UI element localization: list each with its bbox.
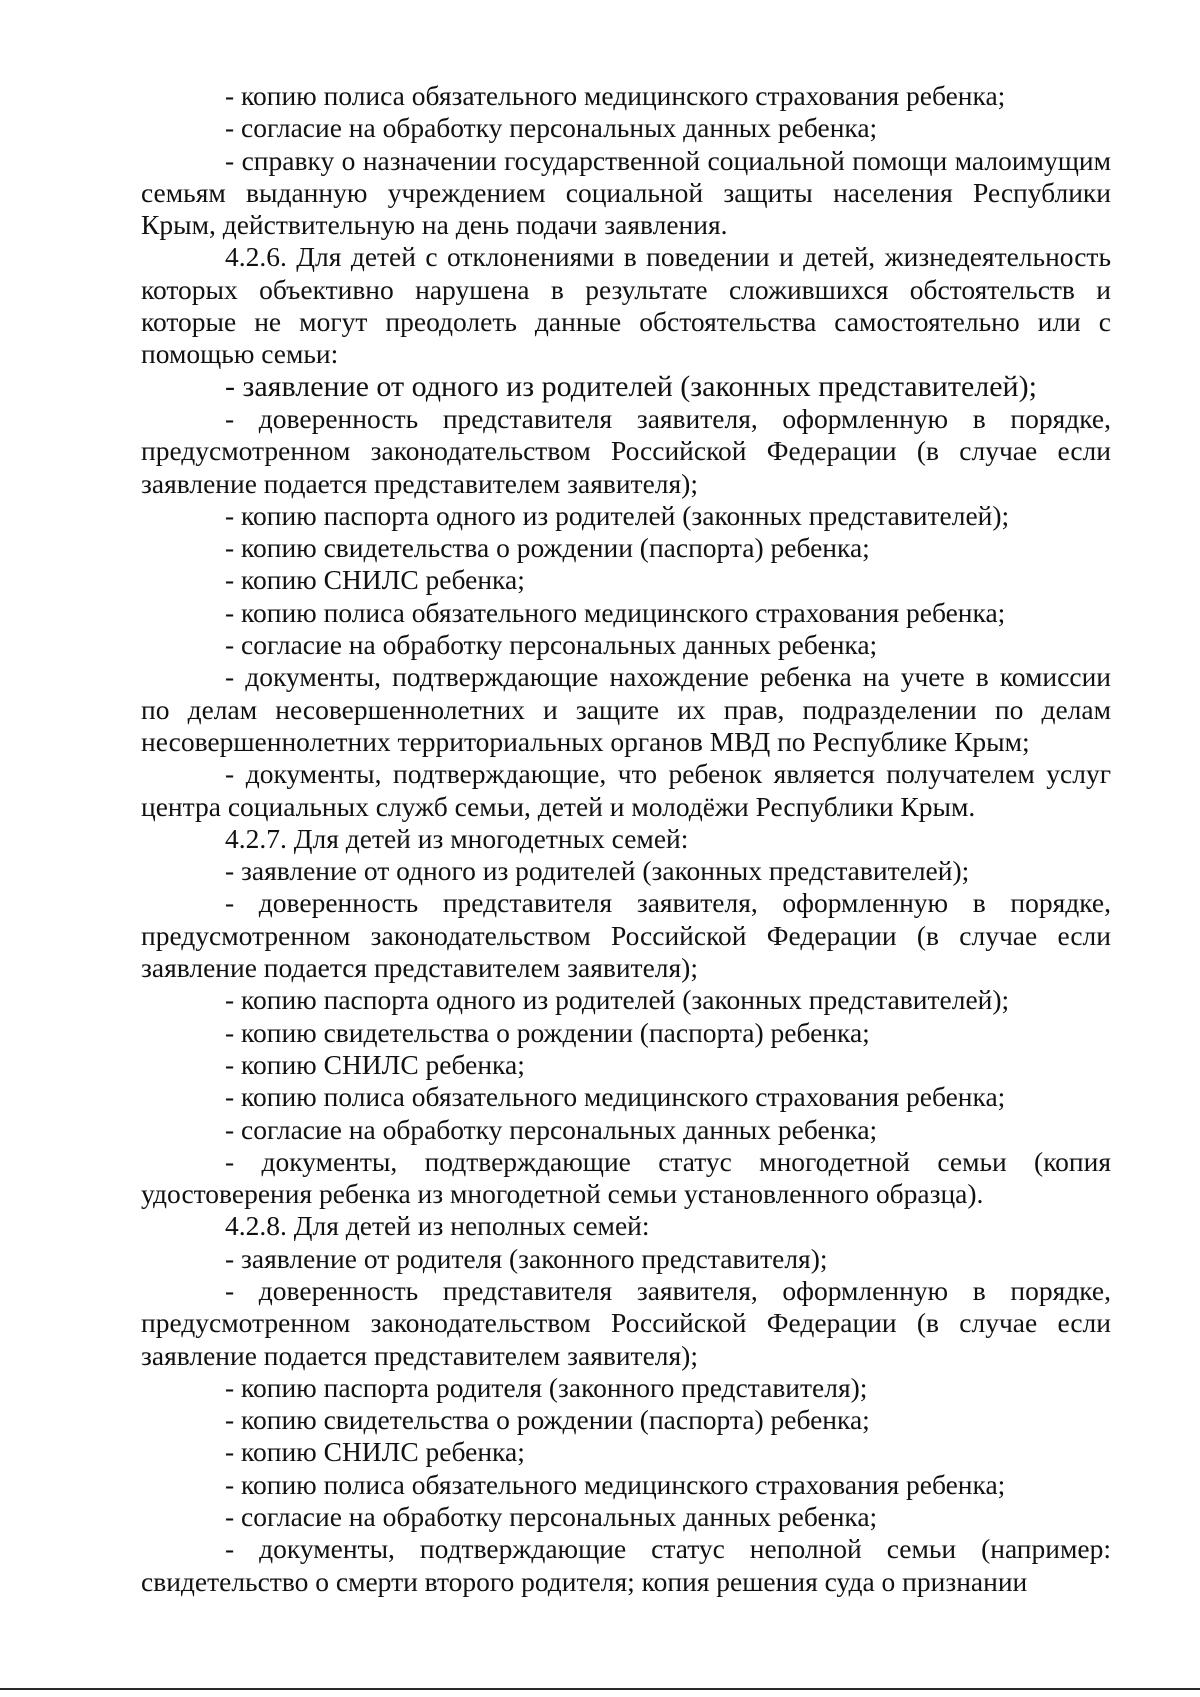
paragraph-18: - копию свидетельства о рождении (паспорта) ребенка; — [225, 1016, 870, 1048]
paragraph-12: - документы, подтверждающие нахождение ребенка на учете в комиссии по делам несовершеннолетних и защите их прав, подразделении по делам несовершеннолетних территориальных органов МВД по Республике Крым; — [141, 661, 1111, 757]
paragraph-28: - копию СНИЛС ребенка; — [225, 1436, 525, 1468]
paragraph-30: - согласие на обработку персональных данных ребенка; — [225, 1501, 878, 1533]
paragraph-16: - доверенность представителя заявителя, оформленную в порядке, предусмотренном законодательством Российской Федерации (в случае если заявление подается представителем заявителя); — [141, 887, 1111, 984]
document-body — [141, 80, 1111, 1598]
paragraph-26: - копию паспорта родителя (законного представителя); — [225, 1371, 868, 1403]
paragraph-29: - копию полиса обязательного медицинского страхования ребенка; — [225, 1468, 1006, 1500]
paragraph-10: - копию полиса обязательного медицинского страхования ребенка; — [225, 596, 1006, 628]
paragraph-20: - копию полиса обязательного медицинского страхования ребенка; — [225, 1081, 1006, 1113]
paragraph-5: - заявление от одного из родителей (законных представителей); — [225, 369, 1037, 403]
paragraph-24: - заявление от родителя (законного представителя); — [225, 1242, 828, 1274]
page-bottom-rule — [0, 1688, 1200, 1690]
paragraph-15: - заявление от одного из родителей (законных представителей); — [225, 855, 970, 887]
paragraph-1: - копию полиса обязательного медицинского страхования ребенка; — [225, 80, 1006, 111]
section-4-2-8: 4.2.8. Для детей из неполных семей: — [225, 1210, 650, 1242]
paragraph-25: - доверенность представителя заявителя, оформленную в порядке, предусмотренном законодательством Российской Федерации (в случае если заявление подается представителем заявителя); — [141, 1274, 1111, 1371]
paragraph-11: - согласие на обработку персональных данных ребенка; — [225, 629, 878, 661]
paragraph-6: - доверенность представителя заявителя, оформленную в порядке, предусмотренном законодательством Российской Федерации (в случае если заявление подается представителем заявителя); — [141, 402, 1111, 499]
section-4-2-7: 4.2.7. Для детей из многодетных семей: — [225, 822, 689, 854]
paragraph-19: - копию СНИЛС ребенка; — [225, 1048, 525, 1080]
paragraph-7: - копию паспорта одного из родителей (законных представителей); — [225, 499, 1010, 531]
paragraph-2: - согласие на обработку персональных данных ребенка; — [225, 112, 878, 144]
paragraph-3: - справку о назначении государственной социальной помощи малоимущим семьям выданную учреждением социальной защиты населения Республики Крым, действительную на день подачи заявления. — [141, 144, 1111, 241]
paragraph-27: - копию свидетельства о рождении (паспорта) ребенка; — [225, 1404, 870, 1436]
paragraph-17: - копию паспорта одного из родителей (законных представителей); — [225, 984, 1010, 1016]
paragraph-8: - копию свидетельства о рождении (паспорта) ребенка; — [225, 532, 870, 564]
paragraph-21: - согласие на обработку персональных данных ребенка; — [225, 1113, 878, 1145]
paragraph-9: - копию СНИЛС ребенка; — [225, 564, 525, 596]
paragraph-13: - документы, подтверждающие, что ребенок является получателем услуг центра социальных служб семьи, детей и молодёжи Республики Крым. — [141, 758, 1111, 822]
paragraph-22: - документы, подтверждающие статус многодетной семьи (копия удостоверения ребенка из многодетной семьи установленного образца). — [141, 1145, 1111, 1210]
paragraph-31: - документы, подтверждающие статус неполной семьи (например: свидетельство о смерти второго родителя; копия решения суда о признании — [141, 1533, 1111, 1597]
section-4-2-6: 4.2.6. Для детей с отклонениями в поведении и детей, жизнедеятельность которых объективно нарушена в результате сложившихся обстоятельств и которые не могут преодолеть данные обстоятельства самостоятельно или с помощью семьи: — [141, 241, 1111, 370]
